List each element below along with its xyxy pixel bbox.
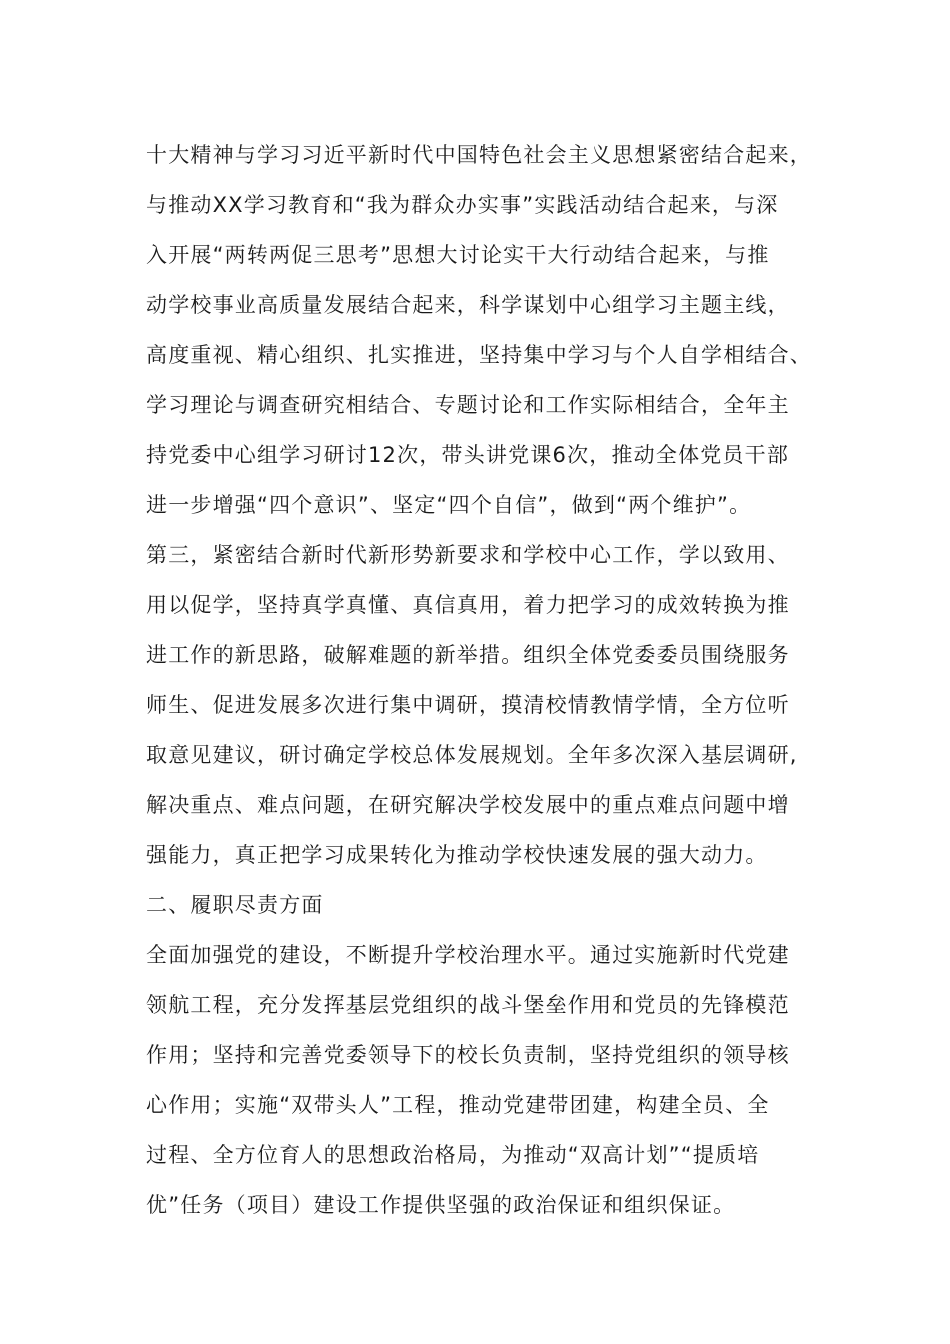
text-line: 十大精神与学习习近平新时代中国特色社会主义思想紧密结合起来， xyxy=(146,143,812,167)
text-line: 取意见建议，研讨确定学校总体发展规划。全年多次深入基层调研, xyxy=(146,743,798,767)
text-line: 全面加强党的建设，不断提升学校治理水平。通过实施新时代党建 xyxy=(146,943,790,967)
text-line: 师生、促进发展多次进行集中调研，摸清校情教情学情，全方位听 xyxy=(146,693,790,717)
text-line: 持党委中心组学习研讨12次，带头讲党课6次，推动全体党员干部 xyxy=(146,443,790,467)
text-line: 强能力，真正把学习成果转化为推动学校快速发展的强大动力。 xyxy=(146,843,768,867)
text-line: 入开展“两转两促三思考”思想大讨论实干大行动结合起来，与推 xyxy=(146,243,770,267)
section-heading: 二、履职尽责方面 xyxy=(146,893,324,917)
text-line: 心作用；实施“双带头人”工程，推动党建带团建，构建全员、全 xyxy=(146,1093,770,1117)
text-line: 解决重点、难点问题，在研究解决学校发展中的重点难点问题中增 xyxy=(146,793,790,817)
text-line: 优”任务（项目）建设工作提供坚强的政治保证和组织保证。 xyxy=(146,1193,736,1217)
text-line: 动学校事业高质量发展结合起来，科学谋划中心组学习主题主线， xyxy=(146,293,790,317)
text-line: 过程、全方位育人的思想政治格局，为推动“双高计划”“提质培 xyxy=(146,1143,760,1167)
text-line: 第三，紧密结合新时代新形势新要求和学校中心工作，学以致用、 xyxy=(146,543,790,567)
text-line: 领航工程，充分发挥基层党组织的战斗堡垒作用和党员的先锋模范 xyxy=(146,993,790,1017)
text-line: 进工作的新思路，破解难题的新举措。组织全体党委委员围绕服务 xyxy=(146,643,790,667)
text-line: 与推动XX学习教育和“我为群众办实事”实践活动结合起来，与深 xyxy=(146,193,779,217)
text-line: 高度重视、精心组织、扎实推进，坚持集中学习与个人自学相结合、 xyxy=(146,343,812,367)
text-line: 进一步增强“四个意识”、坚定“四个自信”，做到“两个维护”。 xyxy=(146,493,752,517)
text-line: 用以促学，坚持真学真懂、真信真用，着力把学习的成效转换为推 xyxy=(146,593,790,617)
text-line: 作用；坚持和完善党委领导下的校长负责制，坚持党组织的领导核 xyxy=(146,1043,790,1067)
document-body xyxy=(146,130,826,1230)
text-line: 学习理论与调查研究相结合、专题讨论和工作实际相结合，全年主 xyxy=(146,393,790,417)
